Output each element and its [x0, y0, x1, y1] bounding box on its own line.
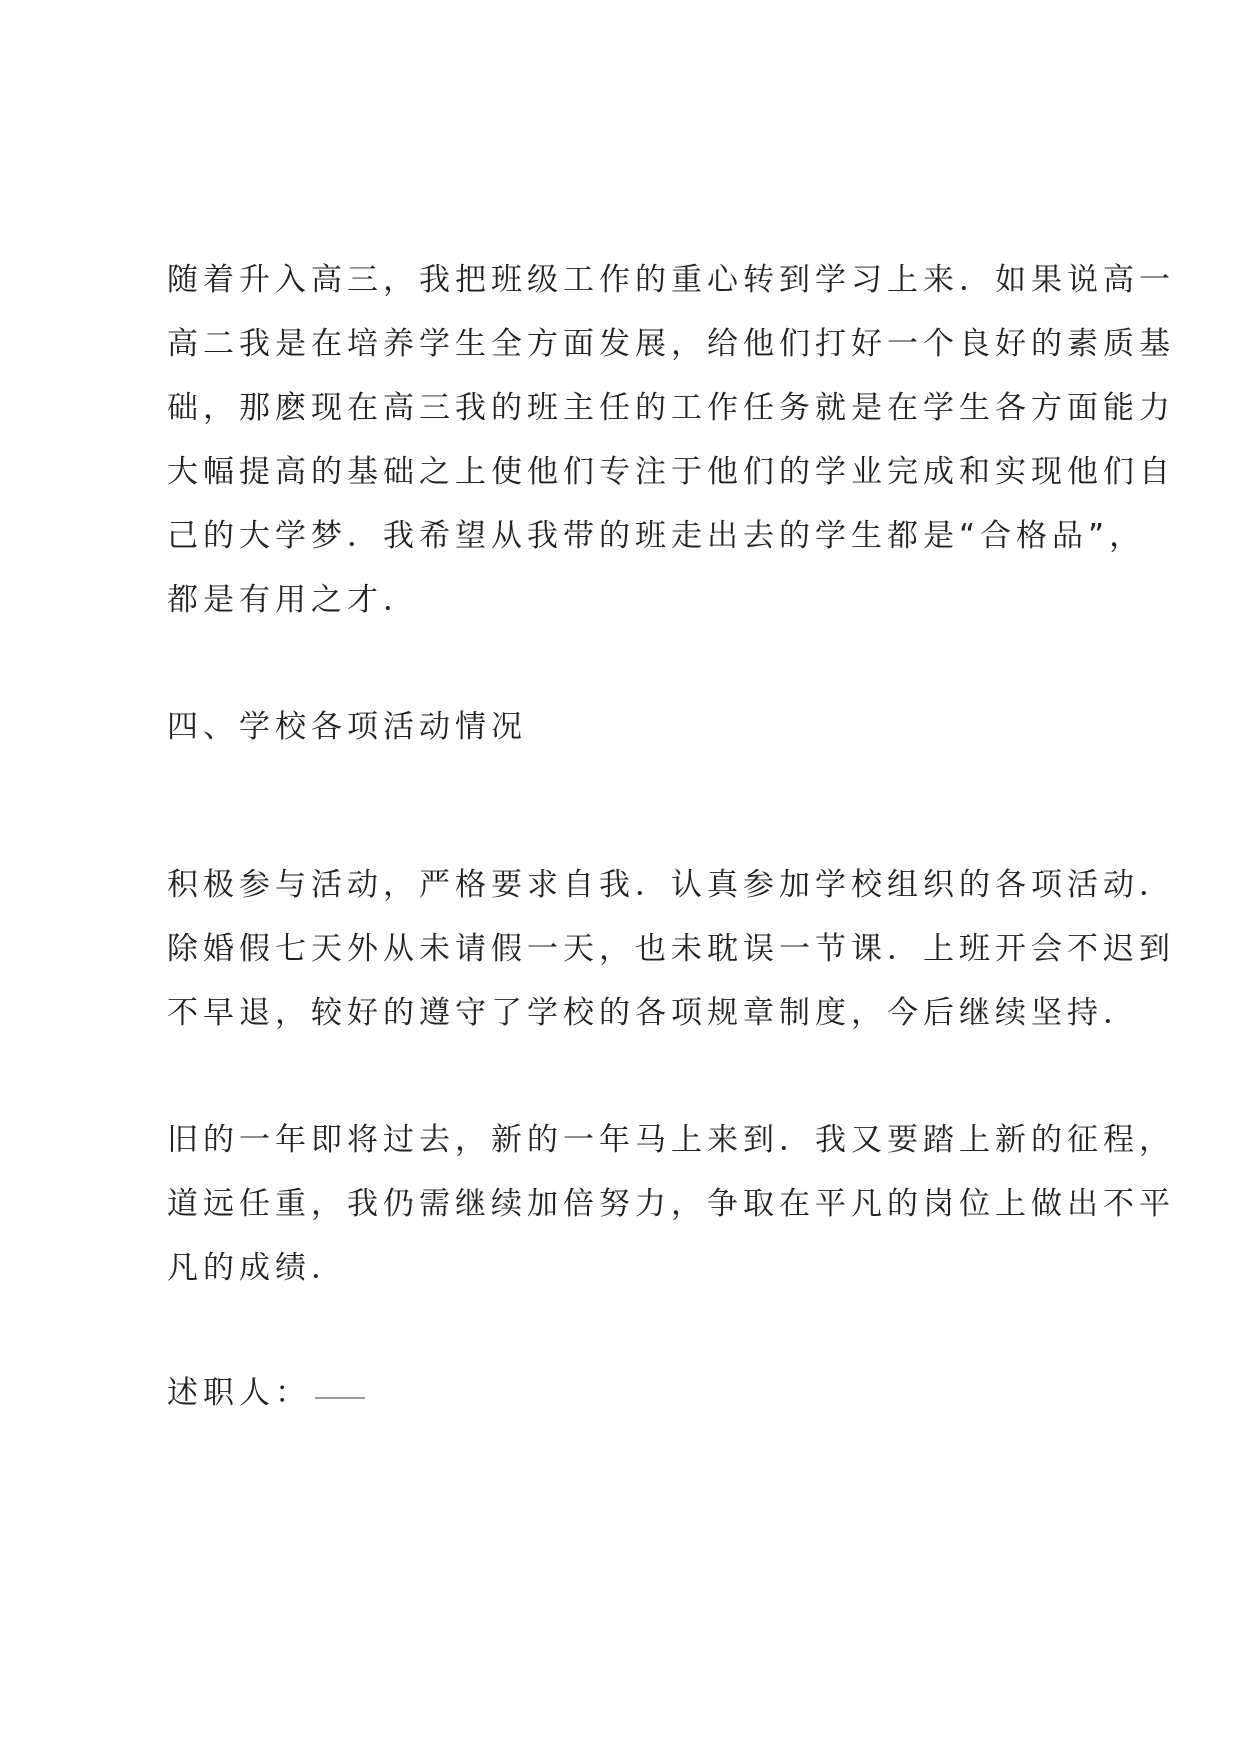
text-line: 除婚假七天外从未请假一天，也未耽误一节课．上班开会不迟到 [167, 931, 1175, 967]
text-line: 凡的成绩． [167, 1250, 347, 1286]
text-line: 积极参与活动，严格要求自我．认真参加学校组织的各项活动． [167, 867, 1175, 903]
paragraph-conclusion [167, 1108, 1175, 1300]
text-line: 旧的一年即将过去，新的一年马上来到．我又要踏上新的征程， [167, 1122, 1175, 1158]
text-line: 高二我是在培养学生全方面发展，给他们打好一个良好的素质基 [167, 326, 1175, 362]
text-line: 大幅提高的基础之上使他们专注于他们的学业完成和实现他们自 [167, 454, 1175, 490]
paragraph-activities [167, 853, 1175, 1045]
section-heading: 四、学校各项活动情况 [167, 709, 527, 745]
text-line: 础，那麽现在高三我的班主任的工作任务就是在学生各方面能力 [167, 390, 1175, 426]
text-line: 道远任重，我仍需继续加倍努力，争取在平凡的岗位上做出不平 [167, 1186, 1175, 1222]
text-line: 不早退，较好的遵守了学校的各项规章制度，今后继续坚持． [167, 995, 1139, 1031]
text-line: 己的大学梦．我希望从我带的班走出去的学生都是“合格品”， [167, 518, 1146, 554]
paragraph-class-work [167, 248, 1175, 632]
signature-row [167, 1361, 1097, 1425]
signature-label: 述职人： [167, 1375, 311, 1411]
signature-block [167, 1361, 1097, 1425]
section-heading-school-activities [167, 695, 1097, 759]
text-line: 随着升入高三，我把班级工作的重心转到学习上来．如果说高一 [167, 262, 1175, 298]
text-line: 都是有用之才． [167, 582, 419, 618]
signature-blank-line [315, 1397, 365, 1399]
